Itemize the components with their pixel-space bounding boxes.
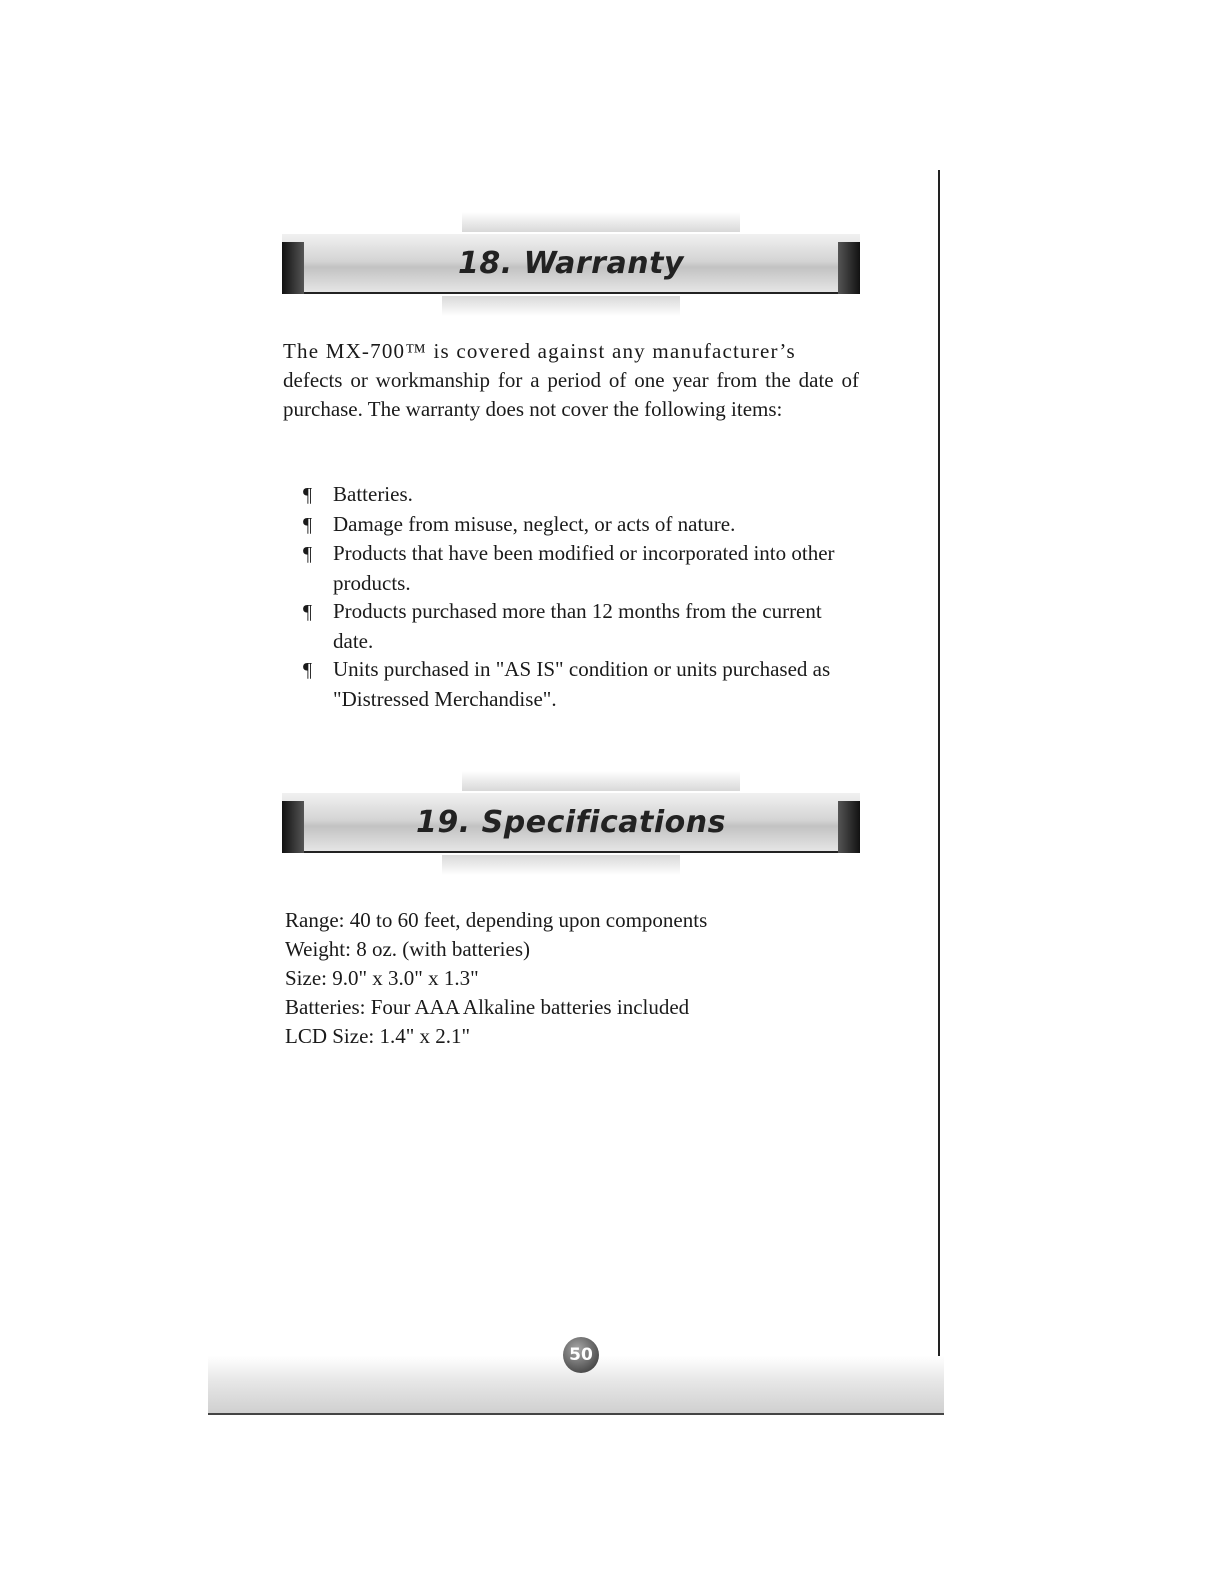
pilcrow-bullet-icon: ¶ (303, 601, 313, 623)
warranty-intro (283, 337, 859, 424)
specifications-heading: 19. Specifications (416, 805, 726, 840)
page-number: 50 (563, 1337, 599, 1373)
list-item (303, 480, 863, 510)
pilcrow-bullet-icon: ¶ (303, 659, 313, 681)
warranty-exclusions-list (303, 480, 863, 713)
spec-line: Range: 40 to 60 feet, depending upon components (285, 908, 708, 932)
list-item-text: Units purchased in "AS IS" condition or units purchased as "Distressed Merchandise". (333, 657, 831, 711)
warranty-intro-rest: defects or workmanship for a period of one year from the date of purchase. The warranty does not cover the following items: (283, 368, 859, 421)
spec-line: Weight: 8 oz. (with batteries) (285, 937, 530, 961)
list-item-text: Products that have been modified or incorporated into other products. (333, 541, 835, 595)
list-item-text: Batteries. (333, 482, 413, 506)
page-margin-rule (938, 170, 940, 1410)
pilcrow-bullet-icon: ¶ (303, 484, 313, 506)
spec-line: Size: 9.0" x 3.0" x 1.3" (285, 966, 479, 990)
warranty-heading: 18. Warranty (458, 246, 684, 281)
spec-line: LCD Size: 1.4" x 2.1" (285, 1024, 471, 1048)
header-underline (304, 292, 838, 294)
list-item-text: Damage from misuse, neglect, or acts of nature. (333, 511, 736, 536)
list-item (303, 597, 863, 655)
specifications-section-header (282, 793, 860, 853)
pilcrow-bullet-icon: ¶ (303, 543, 313, 565)
spec-line: Batteries: Four AAA Alkaline batteries included (285, 995, 690, 1019)
warranty-intro-line1: The MX-700™ is covered against any manufacturer’s (283, 339, 796, 363)
list-item (303, 510, 863, 540)
footer-rule (208, 1413, 944, 1415)
list-item (303, 655, 863, 713)
list-item (303, 539, 863, 597)
list-item-text: Products purchased more than 12 months from the current date. (333, 599, 822, 653)
header-underline (304, 851, 838, 853)
warranty-section-header (282, 234, 860, 294)
specifications-list (285, 906, 707, 1051)
pilcrow-bullet-icon: ¶ (303, 513, 313, 536)
